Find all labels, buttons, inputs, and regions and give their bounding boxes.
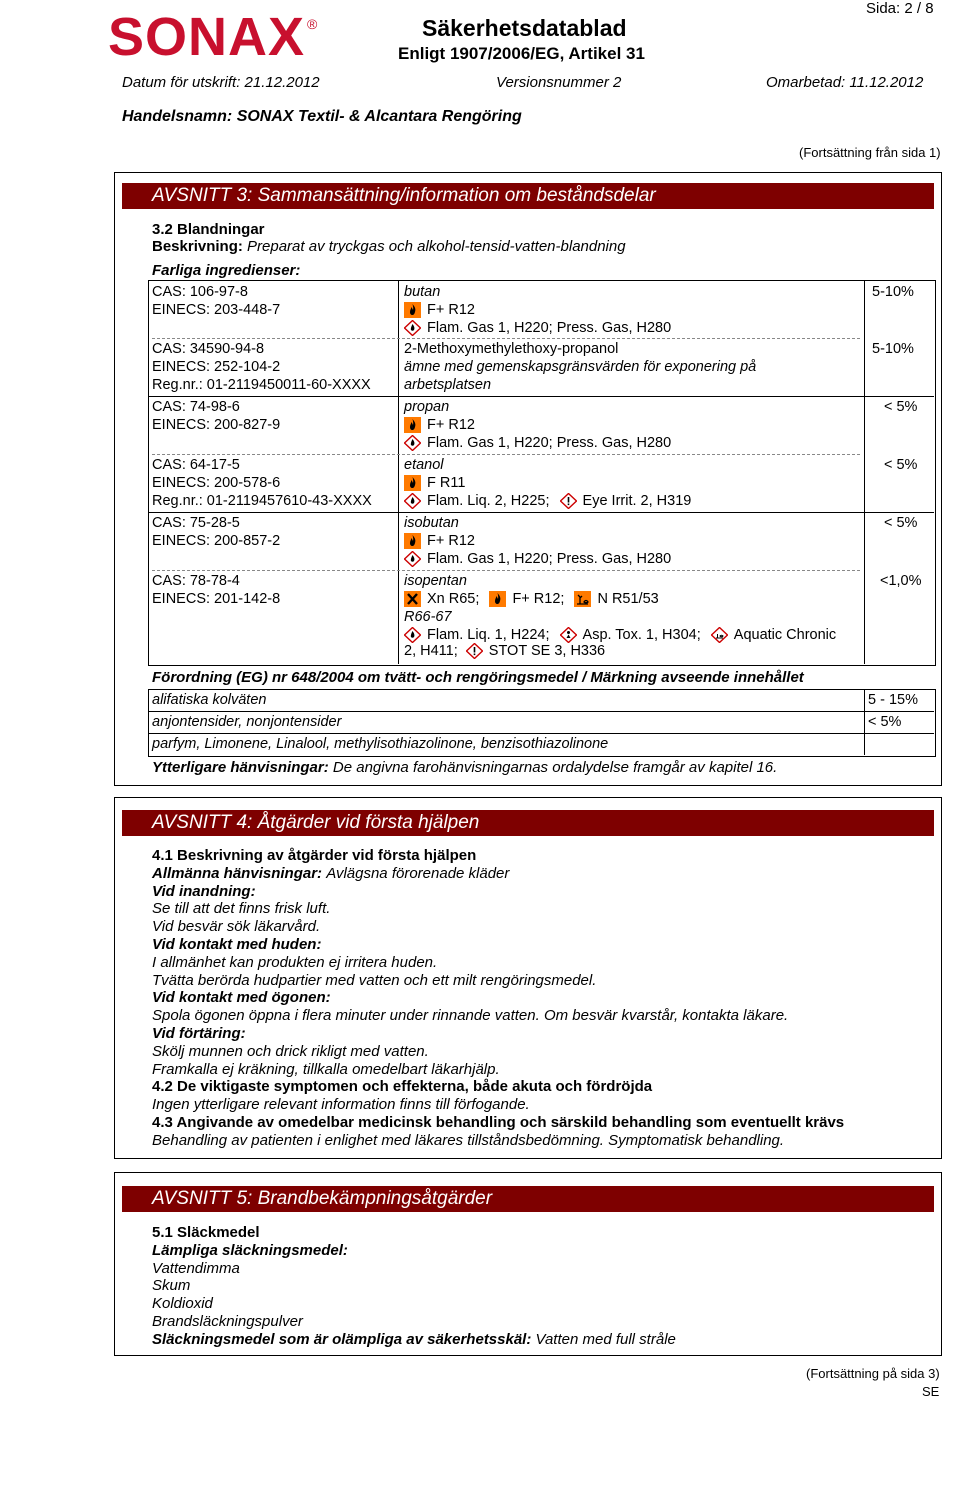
ghs-line: Flam. Gas 1, H220; Press. Gas, H280 <box>404 551 671 567</box>
ghs-flame-icon <box>404 493 421 509</box>
text-line: Vid kontakt med ögonen: <box>152 989 331 1007</box>
text-line: Vid inandning: <box>152 882 256 900</box>
trade-name: Handelsnamn: SONAX Textil- & Alcantara Rengöring <box>122 108 522 125</box>
classification-line: arbetsplatsen <box>404 377 492 393</box>
classification-line: F+ R12 <box>404 533 475 549</box>
concentration: <1,0% <box>880 573 922 589</box>
registration-number: Reg.nr.: 01-2119457610-43-XXXX <box>152 493 372 509</box>
sonax-logo: SONAX ® <box>108 7 319 67</box>
regulation-label: parfym, Limonene, Linalool, methylisothiazolinone, benzisothiazolinone <box>152 736 609 752</box>
concentration: 5-10% <box>872 341 914 357</box>
flame-icon <box>489 591 506 607</box>
einecs-number: EINECS: 200-827-9 <box>152 417 281 433</box>
cas-number: CAS: 106-97-8 <box>152 284 248 300</box>
text-line: Vid besvär sök läkarvård. <box>152 918 321 936</box>
text-line: Brandsläckningspulver <box>152 1313 303 1330</box>
section3-subtitle: 3.2 Blandningar <box>152 221 265 238</box>
description: Beskrivning: Preparat av tryckgas och alkohol-tensid-vatten-blandning <box>152 238 626 255</box>
harmful-x-icon <box>404 591 421 607</box>
text-line: 4.3 Angivande av omedelbar medicinsk behandling och särskild behandling som eventuellt krävs <box>152 1114 845 1131</box>
text-line: Koldioxid <box>152 1295 213 1313</box>
ingredient-name: 2-Methoxymethylethoxy-propanol <box>404 341 619 357</box>
language-code: SE <box>922 1384 940 1399</box>
classification-line: ämne med gemenskapsgränsvärden för exponering på <box>404 359 757 375</box>
ghs-flame-icon <box>404 551 421 567</box>
ghs-flame-icon <box>404 627 421 643</box>
text-line: Vattendimma <box>152 1259 240 1277</box>
cas-number: CAS: 64-17-5 <box>152 457 240 473</box>
text-line: Behandling av patienten i enlighet med läkares tillståndsbedömning. Symptomatisk behandling. <box>152 1131 785 1149</box>
ghs-line: Flam. Liq. 2, H225; Eye Irrit. 2, H319 <box>404 493 691 509</box>
text-line: Lämpliga släckningsmedel: <box>152 1241 348 1259</box>
einecs-number: EINECS: 201-142-8 <box>152 591 281 607</box>
regulation-value: 5 - 15% <box>868 692 918 708</box>
ingredient-name: butan <box>404 284 441 300</box>
cas-number: CAS: 34590-94-8 <box>152 341 265 357</box>
text-line: Skum <box>152 1277 191 1295</box>
version-number: Versionsnummer 2 <box>496 74 622 91</box>
registered-mark: ® <box>307 16 319 32</box>
einecs-number: EINECS: 252-104-2 <box>152 359 281 375</box>
registration-number: Reg.nr.: 01-2119450011-60-XXXX <box>152 377 371 393</box>
text-line: 5.1 Släckmedel <box>152 1224 260 1241</box>
environment-icon <box>711 627 728 643</box>
einecs-number: EINECS: 203-448-7 <box>152 302 281 318</box>
classification-line: F+ R12 <box>404 302 475 318</box>
text-line: Skölj munnen och drick rikligt med vatten. <box>152 1042 429 1060</box>
text-line: Se till att det finns frisk luft. <box>152 900 331 918</box>
section5-banner: AVSNITT 5: Brandbekämpningsåtgärder <box>122 1186 934 1212</box>
ingredient-name: isobutan <box>404 515 459 531</box>
ingredient-name: propan <box>404 399 450 415</box>
environment-icon <box>574 591 591 607</box>
ghs-flame-icon <box>404 320 421 336</box>
ghs-line: Flam. Gas 1, H220; Press. Gas, H280 <box>404 320 671 336</box>
text-line: Vid förtäring: <box>152 1025 246 1042</box>
regulation-value: < 5% <box>868 714 902 730</box>
revised-date: Omarbetad: 11.12.2012 <box>766 74 924 91</box>
hazard-heading: Farliga ingredienser: <box>152 262 301 279</box>
text-line: Vid kontakt med huden: <box>152 936 322 953</box>
text-line: Släckningsmedel som är olämpliga av säkerhetsskäl: Vatten med full stråle <box>152 1330 676 1348</box>
flame-icon <box>404 302 421 318</box>
regulation-label: alifatiska kolväten <box>152 692 267 708</box>
classification-line: F R11 <box>404 475 465 491</box>
text-line: Allmänna hänvisningar: Avlägsna förorenade kläder <box>152 864 510 882</box>
ghs-line: Flam. Liq. 1, H224; Asp. Tox. 1, H304; Aquatic Chronic <box>404 627 836 643</box>
page-number: Sida: 2 / 8 <box>866 0 934 17</box>
text-line: Spola ögonen öppna i flera minuter under rinnande vatten. Om besvär kvarstår, kontakta läkare. <box>152 1007 789 1025</box>
section4-banner: AVSNITT 4: Åtgärder vid första hjälpen <box>122 810 934 836</box>
text-line: I allmänhet kan produkten ej irritera huden. <box>152 953 438 971</box>
cas-number: CAS: 78-78-4 <box>152 573 240 589</box>
classification-line: Xn R65; F+ R12; N R51/53 <box>404 591 659 607</box>
concentration: 5-10% <box>872 284 914 300</box>
print-date: Datum för utskrift: 21.12.2012 <box>122 74 320 91</box>
ghs-line: 2, H411; STOT SE 3, H336 <box>404 643 606 659</box>
ghs-line: Flam. Gas 1, H220; Press. Gas, H280 <box>404 435 671 451</box>
section3-banner: AVSNITT 3: Sammansättning/information om beståndsdelar <box>122 183 934 209</box>
ghs-flame-icon <box>404 435 421 451</box>
document-title: Säkerhetsdatablad <box>422 15 627 41</box>
continued-from: (Fortsättning från sida 1) <box>799 145 941 160</box>
text-line: Tvätta berörda hudpartier med vatten och ett milt rengöringsmedel. <box>152 971 597 989</box>
text-line: 4.2 De viktigaste symptomen och effekterna, både akuta och fördröjda <box>152 1078 653 1096</box>
further-info: Ytterligare hänvisningar: De angivna farohänvisningarnas ordalydelse framgår av kapitel 16. <box>152 759 778 776</box>
document-subtitle: Enligt 1907/2006/EG, Artikel 31 <box>398 44 645 63</box>
health-hazard-icon <box>560 627 577 643</box>
concentration: < 5% <box>884 457 918 473</box>
ingredient-name: etanol <box>404 457 444 473</box>
einecs-number: EINECS: 200-578-6 <box>152 475 281 491</box>
cas-number: CAS: 74-98-6 <box>152 399 240 415</box>
regulation-heading: Förordning (EG) nr 648/2004 om tvätt- och rengöringsmedel / Märkning avseende innehållet <box>152 669 804 686</box>
continued-to: (Fortsättning på sida 3) <box>806 1366 940 1381</box>
ingredient-name: isopentan <box>404 573 467 589</box>
classification-line: R66-67 <box>404 609 452 625</box>
flame-icon <box>404 533 421 549</box>
flame-icon <box>404 475 421 491</box>
einecs-number: EINECS: 200-857-2 <box>152 533 281 549</box>
classification-line: F+ R12 <box>404 417 475 433</box>
text-line: Ingen ytterligare relevant information finns till förfogande. <box>152 1096 530 1114</box>
text-line: 4.1 Beskrivning av åtgärder vid första hjälpen <box>152 847 477 864</box>
cas-number: CAS: 75-28-5 <box>152 515 240 531</box>
exclamation-icon <box>466 643 483 659</box>
flame-icon <box>404 417 421 433</box>
concentration: < 5% <box>884 399 918 415</box>
text-line: Framkalla ej kräkning, tillkalla omedelbart läkarhjälp. <box>152 1060 500 1078</box>
regulation-label: anjontensider, nonjontensider <box>152 714 342 730</box>
concentration: < 5% <box>884 515 918 531</box>
exclamation-icon <box>560 493 577 509</box>
